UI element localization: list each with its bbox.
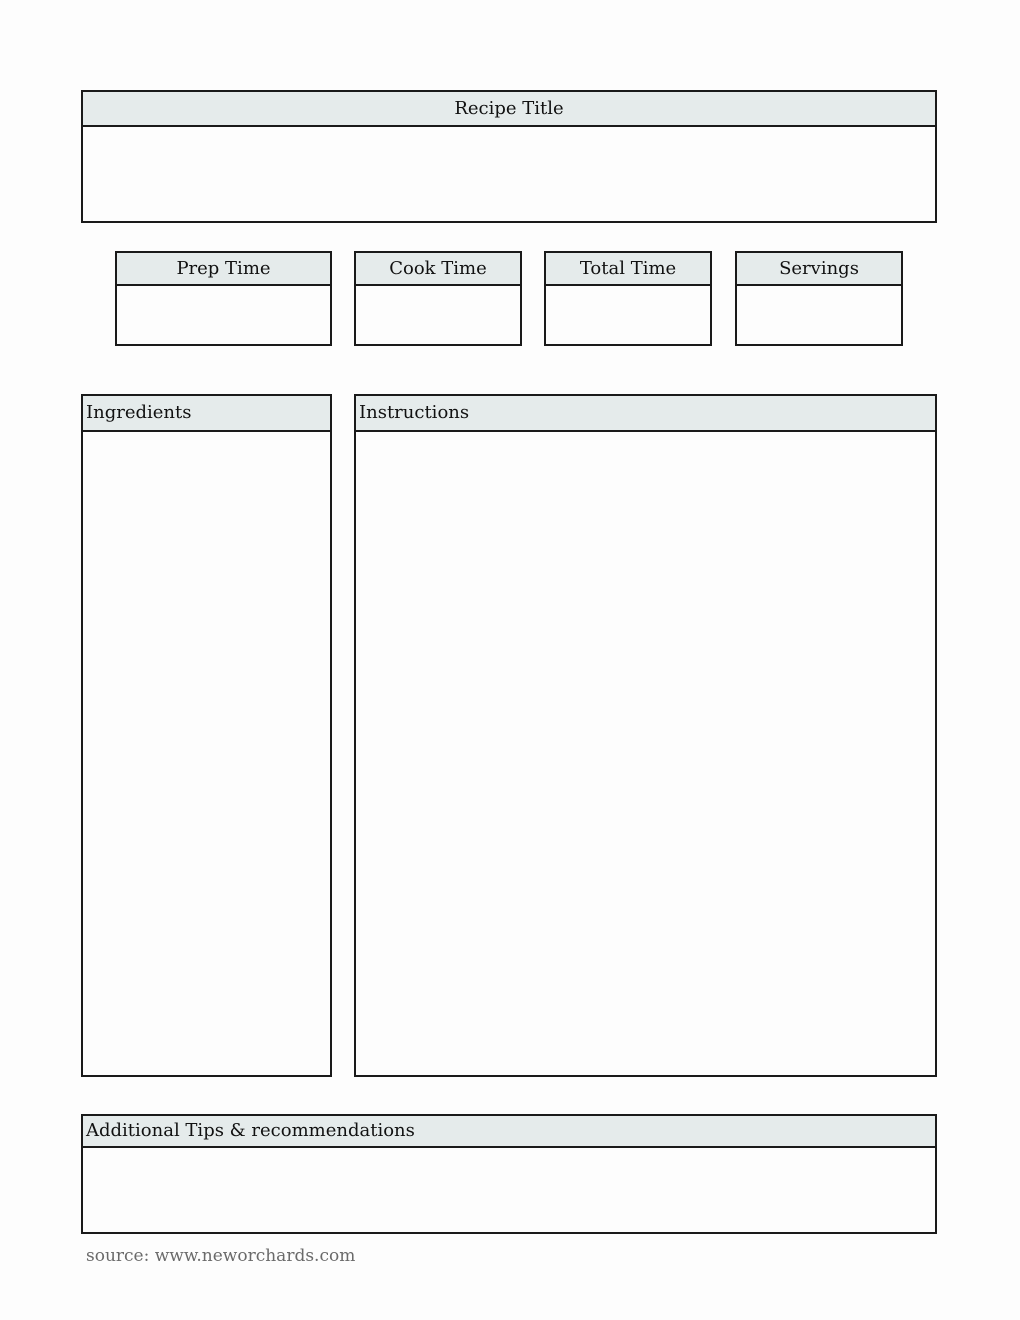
tips-section (81, 1114, 937, 1234)
recipe-title-header: Recipe Title (83, 92, 935, 127)
prep-time-header: Prep Time (117, 253, 330, 286)
ingredients-field[interactable] (83, 432, 330, 1075)
ingredients-section (81, 394, 332, 1077)
servings-section (735, 251, 903, 346)
ingredients-header: Ingredients (83, 396, 330, 432)
prep-time-field[interactable] (117, 286, 330, 344)
recipe-title-section (81, 90, 937, 223)
cook-time-section (354, 251, 522, 346)
tips-header: Additional Tips & recommendations (83, 1116, 935, 1148)
tips-field[interactable] (83, 1148, 935, 1232)
instructions-field[interactable] (356, 432, 935, 1075)
recipe-title-field[interactable] (83, 127, 935, 221)
prep-time-section (115, 251, 332, 346)
total-time-header: Total Time (546, 253, 710, 286)
servings-header: Servings (737, 253, 901, 286)
total-time-section (544, 251, 712, 346)
instructions-header: Instructions (356, 396, 935, 432)
source-footer: source: www.neworchards.com (86, 1246, 356, 1266)
instructions-section (354, 394, 937, 1077)
cook-time-header: Cook Time (356, 253, 520, 286)
total-time-field[interactable] (546, 286, 710, 344)
cook-time-field[interactable] (356, 286, 520, 344)
servings-field[interactable] (737, 286, 901, 344)
